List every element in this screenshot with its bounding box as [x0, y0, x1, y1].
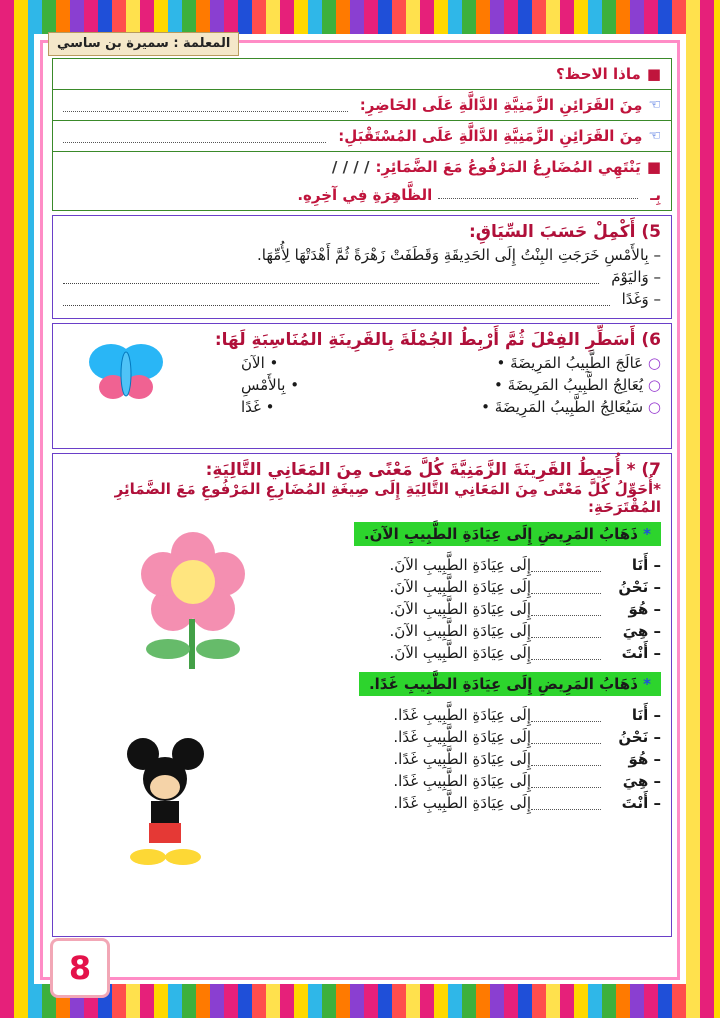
match-row-2	[241, 376, 661, 394]
notice-q2: مِنَ القَرَائِنِ الزَّمَنِيَّةِ الدَّالَّةِ عَلَى الحَاضِرِ:	[359, 96, 643, 114]
group-2-header	[359, 672, 661, 696]
notice-row-4	[53, 152, 671, 210]
pronoun-text: نَحْنُ	[618, 578, 649, 596]
answer-line[interactable]	[531, 731, 601, 744]
s5-line-3	[63, 290, 661, 308]
answer-line[interactable]	[531, 581, 601, 594]
pronoun-text: هِيَ	[622, 772, 649, 790]
answer-line[interactable]	[531, 559, 601, 572]
mickey-icon	[113, 729, 223, 869]
match-right-3[interactable]: • غَدًا	[241, 398, 275, 416]
match-right-2[interactable]: • بِالأَمْسِ	[241, 376, 300, 394]
pronoun: – نَحْنُ	[618, 578, 661, 596]
pronoun: – هِيَ	[622, 622, 661, 640]
s5-text-3: – وَغَدًا	[621, 290, 661, 308]
answer-line[interactable]	[531, 625, 601, 638]
match-left-2[interactable]: ○ يُعَالِجُ الطَّبِيبُ المَرِيضَةَ •	[493, 376, 661, 394]
answer-line[interactable]	[531, 603, 601, 616]
star-icon: *	[643, 675, 651, 693]
butterfly-icon	[81, 332, 171, 412]
sentence-end: إِلَى عِيَادَةِ الطَّبِيبِ الآنَ.	[389, 578, 531, 596]
pronoun-text: أَنْتَ	[621, 644, 649, 662]
match-left-text: عَالَجَ الطَّبِيبُ المَرِيضَةَ	[510, 354, 644, 372]
answer-line[interactable]	[531, 775, 601, 788]
sentence-end: إِلَى عِيَادَةِ الطَّبِيبِ الآنَ.	[389, 644, 531, 662]
pronoun-text: أَنَا	[631, 556, 649, 574]
teacher-label: المعلمة : سميرة بن ساسي	[48, 32, 239, 56]
notice-box	[52, 58, 672, 211]
notice-q4c: الظَّاهِرَةِ فِي آخِرِهِ.	[297, 186, 433, 204]
match-right-text: بِالأَمْسِ	[241, 376, 286, 394]
match-left-text: يُعَالِجُ الطَّبِيبُ المَرِيضَةَ	[507, 376, 644, 394]
answer-line[interactable]	[531, 753, 601, 766]
match-right-1[interactable]: • الآنَ	[241, 354, 279, 372]
sentence-end: إِلَى عِيَادَةِ الطَّبِيبِ غَدًا.	[393, 750, 531, 768]
notice-q3: مِنَ القَرَائِنِ الزَّمَنِيَّةِ الدَّالَّةِ عَلَى المُسْتَقْبَلِ:	[338, 127, 643, 145]
pronoun: – أَنَا	[631, 556, 661, 574]
section-5-title: 5) أَكْمِلْ حَسَبَ السِّيَاقِ:	[468, 222, 661, 242]
bullet-icon: ■	[646, 158, 661, 176]
section-7-subtitle: *أُحَوِّلُ كُلَّ مَعْنًى مِنَ المَعَانِي التَّالِيَةِ إِلَى صِيغَةِ المُضَارِعِ المَرْفُوعِ مَعَ الضَّمَائِرِ المُقْتَرَحَةِ:	[114, 480, 661, 516]
circle-icon: ○	[647, 354, 661, 372]
group-1-text: ذَهَابُ المَرِيضِ إِلَى عِيَادَةِ الطَّبِيبِ الآنَ.	[363, 525, 638, 543]
match-row-3	[241, 398, 661, 416]
worksheet	[52, 58, 672, 941]
match-right-text: غَدًا	[241, 398, 261, 416]
s5-line-2	[63, 268, 661, 286]
circle-icon: ○	[647, 398, 661, 416]
conj-row	[301, 772, 661, 790]
group-1-header	[354, 522, 661, 546]
answer-line[interactable]	[63, 99, 348, 112]
conj-row	[301, 750, 661, 768]
section-7	[52, 453, 672, 937]
pronoun: – أَنْتَ	[621, 794, 661, 812]
sentence-end: إِلَى عِيَادَةِ الطَّبِيبِ الآنَ.	[389, 622, 531, 640]
notice-row-2	[53, 90, 671, 121]
pronoun: – هُوَ	[628, 600, 661, 618]
notice-row-1	[53, 59, 671, 90]
pronoun-text: هُوَ	[628, 600, 649, 618]
conj-row	[301, 794, 661, 812]
match-right-text: الآنَ	[241, 354, 265, 372]
answer-line[interactable]	[63, 271, 599, 284]
conj-row	[301, 728, 661, 746]
conj-row	[301, 600, 661, 618]
answer-line[interactable]	[531, 797, 601, 810]
pronoun-text: أَنَا	[631, 706, 649, 724]
sentence-end: إِلَى عِيَادَةِ الطَّبِيبِ غَدًا.	[393, 772, 531, 790]
pronoun: – هُوَ	[628, 750, 661, 768]
pronoun-text: هِيَ	[622, 622, 649, 640]
conj-row	[301, 644, 661, 662]
bullet-icon: ■	[646, 65, 661, 83]
match-left-3[interactable]: ○ سَيُعَالِجُ الطَّبِيبُ المَرِيضَةَ •	[481, 398, 661, 416]
pronoun: – هِيَ	[622, 772, 661, 790]
conj-row	[301, 556, 661, 574]
star-icon: *	[643, 525, 651, 543]
pronoun: – أَنَا	[631, 706, 661, 724]
conj-row	[301, 622, 661, 640]
page-number: 8	[50, 938, 110, 998]
sentence-end: إِلَى عِيَادَةِ الطَّبِيبِ الآنَ.	[389, 556, 531, 574]
sentence-end: إِلَى عِيَادَةِ الطَّبِيبِ غَدًا.	[393, 706, 531, 724]
group-2-text: ذَهَابُ المَرِيضِ إِلَى عِيَادَةِ الطَّبِيبِ غَدًا.	[368, 675, 638, 693]
section-6-title: 6) أَسَطِّرِ الفِعْلَ ثُمَّ أَرْبِطُ الجُمْلَةَ بِالقَرِينَةِ المُنَاسِبَةِ لَهَا:	[214, 330, 661, 350]
s5-text-1: – بِالأَمْسِ خَرَجَتِ البِنْتُ إِلَى الحَدِيقَةِ وَقَطَفَتْ زَهْرَةً ثُمَّ أَهْدَتْهَا لِأُمِّهَا.	[257, 246, 661, 264]
sentence-end: إِلَى عِيَادَةِ الطَّبِيبِ الآنَ.	[389, 600, 531, 618]
conj-row	[301, 706, 661, 724]
s5-line-1	[63, 246, 661, 264]
match-left-text: سَيُعَالِجُ الطَّبِيبُ المَرِيضَةَ	[494, 398, 644, 416]
circle-icon: ○	[647, 376, 661, 394]
pronoun-text: أَنْتَ	[621, 794, 649, 812]
answer-line[interactable]	[531, 709, 601, 722]
flower-icon	[123, 524, 263, 674]
answer-line[interactable]	[63, 293, 610, 306]
pronoun-text: هُوَ	[628, 750, 649, 768]
pointing-hand-icon: ☜	[648, 128, 661, 144]
answer-line[interactable]	[531, 647, 601, 660]
match-row-1	[241, 354, 661, 372]
sentence-end: إِلَى عِيَادَةِ الطَّبِيبِ غَدًا.	[393, 794, 531, 812]
notice-q4b: بِـ	[650, 186, 661, 204]
section-5	[52, 215, 672, 319]
conj-row	[301, 578, 661, 596]
pronoun-text: نَحْنُ	[618, 728, 649, 746]
match-left-1[interactable]: ○ عَالَجَ الطَّبِيبُ المَرِيضَةَ •	[496, 354, 661, 372]
s5-text-2: – وَاليَوْمَ	[611, 268, 661, 286]
sentence-end: إِلَى عِيَادَةِ الطَّبِيبِ غَدًا.	[393, 728, 531, 746]
section-6	[52, 323, 672, 449]
slash-blanks[interactable]: / / / /	[331, 158, 370, 176]
notice-row-3	[53, 121, 671, 152]
pointing-hand-icon: ☜	[648, 97, 661, 113]
pronoun: – أَنْتَ	[621, 644, 661, 662]
notice-q4a: يَنْتَهِي المُضَارِعُ المَرْفُوعُ مَعَ الضَّمَائِرِ:	[375, 158, 641, 176]
section-7-title: 7) * أُحِيطُ القَرِينَةَ الزَّمَنِيَّةَ كُلَّ مَعْنًى مِنَ المَعَانِي التَّالِيَةِ:	[205, 460, 661, 480]
pronoun: – نَحْنُ	[618, 728, 661, 746]
answer-line[interactable]	[438, 186, 638, 199]
answer-line[interactable]	[63, 130, 326, 143]
notice-q1: ماذا الاحظ؟	[555, 65, 641, 83]
